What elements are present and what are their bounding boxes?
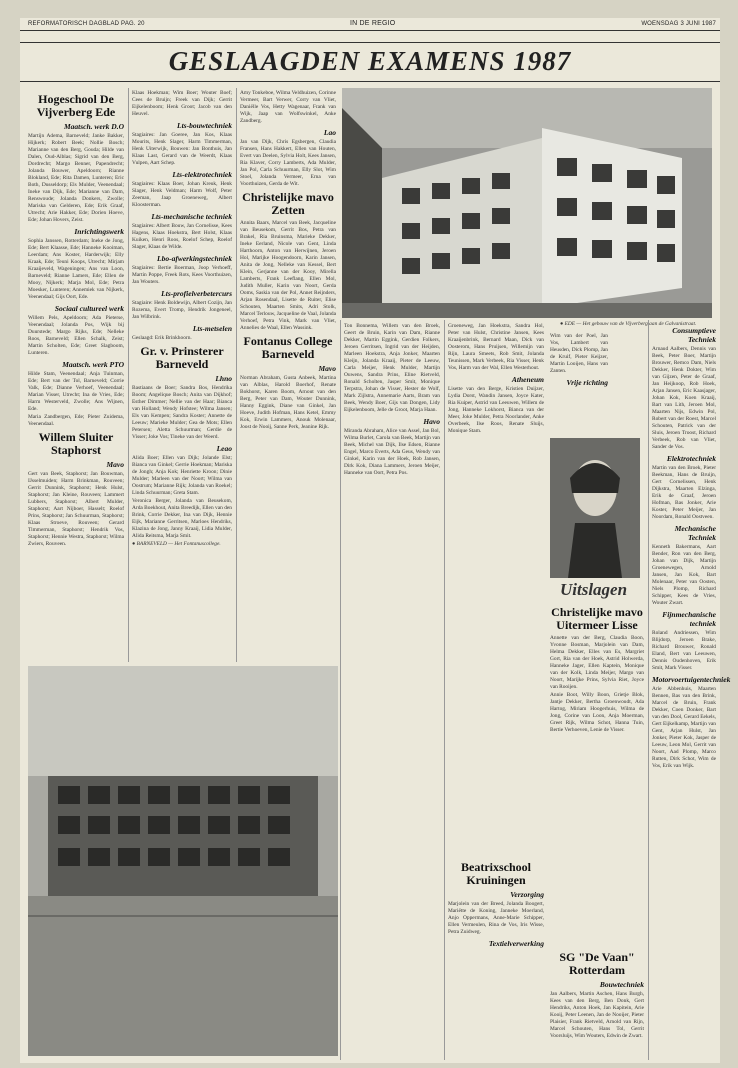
column-4 xyxy=(344,323,440,853)
section-heading: Leao xyxy=(216,444,232,453)
section-heading: Bouwtechniek xyxy=(599,980,644,989)
photo-caption: ● EDE — Het gebouw van de Vijverberg aan de Galvanistraat. xyxy=(560,321,697,327)
graduate-list: Hilde Stam, Veenendaal; Anja Tuinman, Ede; Bert van der Tol, Barneveld; Corrie Valk, Ede; Dianne Verhoef, Veenendaal; Marian Visser, Utrecht; Ina de Vries, Ede; Harm Westerveld, Zwolle; Ans Wijnen, Ede. xyxy=(28,371,124,412)
section-heading: Inrichtingswerk xyxy=(74,227,124,236)
graduate-list: Annie Boot, Willy Boon, Grietje Blok, Jantje Dekker, Bertha Groenwoudt, Ada Hartog, Miriam Hoogerhuis, Wilma de Jong, Corine van Loon, Anja Moerman, Greet Rijk, Wilma Schot, Hanna Tuin, Bertie Verhoeven, Lenie de Visser. xyxy=(550,692,644,733)
school-heading: Hogeschool De Vijverberg Ede xyxy=(36,92,116,119)
uitslagen-title: Uitslagen xyxy=(560,580,628,599)
photo-caption: ● BARNEVELD — Het Fontanuscollege. xyxy=(132,541,221,547)
graduate-list: Ton Bonnema, Willem van den Broek, Geert de Bruin, Karin van Dam, Rianne Dekker, Martin Eggink, Gerdien Folkers, Jeroen Gerritsen, Ingrid van der Heijden, Marleen Hoekstra, Anja Jonker, Maarten Kleijn, Jolanda Kraaij, Pieter de Leeuw, Carla Meijer, Henk Mulder, Martijn Ouwens, Sandra Prins, Eline Rietveld, Ronald Scholten, Jasper Smit, Monique Terpstra, Johan de Visser, Hester de Wolf, Mark Zijlstra, Annemarie Aarts, Bram van Beek, Wendy Boer, Gijs van Dongen, Lidy Eijkelenboom, Jelle de Groot, Marja Haan. xyxy=(344,323,440,413)
column-1 xyxy=(28,90,124,662)
section-heading: Maatsch. werk PTO xyxy=(62,360,124,369)
graduate-list: Geslaagd: Erik Brinkhoorn. xyxy=(132,335,192,341)
graduate-list: Miranda Abraham, Alice van Assel, Jan Bol, Wilma Burlet, Carola van Beek, Martijn van Beek, Michel van Dijk, Ilse Edsen, Rianne Engel, Marco Everts, Ada Geus, Wendy van Ginkel, Karin van der Hoek, Rob Jansen, Dirk Kok, Diana Lammers, Jeroen Meijer, Hanneke van Oort, Petra Pos. xyxy=(344,428,440,476)
graduate-list: Jan Aalbers, Martin Aschen, Hans Burgh, Kees van den Berg, Ben Donk, Gert Hendriks, Anton Hoek, Jan Kapitein, Arie Kooij, Peter Leenen, Jan de Nooijer, Pieter Plaisier, Frank Rietveld, Arnold van Rijn, Marcel Schouten, Hans Tol, Gerrit Voorsluijs, Wim Wouters, Edwin de Zwart. xyxy=(550,991,644,1039)
banner-rule-bottom xyxy=(20,81,720,82)
graduate-list: Wim van der Poel, Jan Vos, Lambert van Heusden, Dick Plomp, Jan de Kruif, Pieter Keijzer, Martin Looijen, Hans van Zanten. xyxy=(550,333,608,374)
section-heading: Mechanische Techniek xyxy=(674,524,716,542)
date-label: WOENSDAG 3 JUNI 1987 xyxy=(641,21,716,27)
student-photo xyxy=(550,438,640,578)
section-heading: Lts-mechanische techniek xyxy=(151,212,232,221)
graduate-list: Annita Baars, Marcel van Beek, Jacqueline van Beusekom, Gerrit Bos, Petra van Brakel, Ria Bruinsma, Marieke Dekker, Ineke Eerland, Nicole van Gent, Linda Harthoorn, Anton van Herwijnen, Jeroen Hol, Marijke Hoogendoorn, Karin Jansen, Anita de Jong, Nelleke van Kessel, Bert Klein, Gerjanne van der Kooy, Mirella Lamberts, Frank Leeflang, Ellen Mol, Judith Muller, Karin van Noort, Gerda Ooms, Saskia van der Pol, Annet Reijnders, Arjan Rosendaal, Lisette de Ruiter, Elise Schouten, Maarten Smits, Adri Stolk, Marcel Terlouw, Jacqueline de Vaal, Jolanda Verhoef, Petra Vink, Mark van Vliet, Annelies de Waal, Ellen Wassink. xyxy=(240,220,336,331)
building-illustration xyxy=(342,88,712,318)
graduate-list: Maria Zandbergen, Ede; Pieter Zuidema, Veenendaal. xyxy=(28,414,124,427)
graduate-list: Alida Boer; Ellen van Dijk; Jolande Elst; Bianca van Ginkel; Gerrie Hoekman; Mariska de Jongh; Anja Kok; Henriette Kroon; Dinie Mulder; Marleen van der Noort; Wilma van Oostrum; Marianne Rijk; Jolanda van Roekel; Linda Schuurman; Greta Stam. xyxy=(132,455,232,496)
graduate-list: Martijn Adema, Barneveld; Janke Bakker, Hijkerk; Robert Beek; Nollie Bosch; Marianne van den Berg, Gouda; Hilde van Dalen, Oud-Alblas; Sigrid van den Berg, Dordrecht; Margo Benner, Papendrecht; Jolanda Bouwer, Apeldoorn; Rianne Blokland, Ede; Rita Damen, Lunteren; Eric Both, Dusseldorp; Els Mulder, Veenendaal; Ineke van Dijk, Ede; Marianne van Dam, Renswoude; Jolanda Donkers, Zwolle; Mariska van Gelderen, Ede; Erik Graaf, Utrecht; Arie Hakker, Ede; Dorien Hoeve, Ede; Johan Hovers, Zeist. xyxy=(28,133,124,223)
column-divider xyxy=(128,88,129,662)
graduate-list: Arnaud Aalbers, Dennis van Beek, Peter Boer, Martijn Brouwer, Remco Dam, Niels Dekker, Henk Dokter, Wim van Gijzen, Peter de Graaf, Jan Heijkoop, Rob Hoek, Arjan Jansen, Eric Kaasjager, Johan Kok, Koen Kraaij, Bart van Lith, Jeroen Mol, Maarten Nijs, Edwin Pol, Robert van der Roest, Marcel Schouten, Patrick van der Sluis, Jeroen Troost, Richard Verbeek, Rob van Vliet, Sander de Vos. xyxy=(652,346,716,450)
column-5 xyxy=(448,323,544,853)
column-2 xyxy=(132,90,232,662)
graduate-list: Amy Tonkeboe, Wilma Veldhuizen, Corinne Vermeer, Bart Verwer, Corry van Vliet, Daniëlle Vos, Hetty Wagenaar, Frank van Wijk, Jaap van Wolfswinkel, Anke Zandberg. xyxy=(240,90,336,124)
section-label: IN DE REGIO xyxy=(350,20,396,27)
graduate-list: Lisette van den Berge, Kristien Duijzer, Lydia Dorst, Wandin Jansen, Joyce Kater, Ria Kuiper, Astrid van Leeuwen, Willem de Jong, Hanneke Lokhorst, Bianca van der Meer, Joke Mulder, Petra Noorlander, Anke Overbeek, Ilse Roos, Renate Sluijs, Monique Stam. xyxy=(448,386,544,434)
graduate-list: Arie Abbenhuis, Maarten Bennen, Bas van den Brink, Marcel de Bruin, Frank Dekker, Coen Donker, Bart van den Dool, Gerard Eekels, Gert Eijkelkamp, Martijn van Gent, Arjan Hulst, Jan Jonker, Pieter Kok, Jasper de Leeuw, Leon Mol, Gerrit van Noort, Aad Plomp, Marco Rutten, Dirk Schot, Wim de Vos, Erik van Wijk. xyxy=(652,686,716,769)
school-heading: Christelijke mavo Uitermeer Lisse xyxy=(551,605,643,632)
student-illustration xyxy=(550,438,640,578)
section-heading: Lts-bouwtechniek xyxy=(176,121,232,130)
fontanus-building-photo xyxy=(28,666,338,1056)
column-6-lower xyxy=(550,603,644,943)
school-heading: Willem Sluiter Staphorst xyxy=(38,430,114,457)
graduate-list: Stagiaires: Bertie Boerman, Joop Verhoeff, Martin Poppe, Freek Rots, Kees Voorthuizen, Jan Wouters. xyxy=(132,265,232,285)
publication-label: REFORMATORISCH DAGBLAD PAG. 20 xyxy=(28,21,145,27)
graduate-list: Stagiaires: Albert Bouw, Jan Cornelisse, Kees Hagens, Klaas Hoekstra, Bert Holst, Klaas Kuiken, Henri Roos, Roelof Schep, Roelof Slager, Klaas de Wilde. xyxy=(132,223,232,250)
graduate-list: Stagiaire: Henk Boldewijn, Albert Cozijn, Jan Rozema, Evert Tromp, Hendrik Jongeneel, Jan Wilbrink. xyxy=(132,300,232,320)
column-6-bottom xyxy=(550,948,644,1058)
graduate-list: Willem Pels, Apeldoorn; Ada Pieterse, Veenendaal; Jolanda Pos, Wijk bij Duurstede; Margo Rijks, Ede; Nelleke Roos, Barneveld; Ellen Schalk, Zeist; Martin Scholten, Ede; Greet Slagboom, Lunteren. xyxy=(28,315,124,356)
header-rule xyxy=(20,30,720,31)
section-heading: Lts-metselen xyxy=(192,324,232,333)
section-heading: Maatsch. werk D.O xyxy=(63,122,124,131)
graduate-list: Stagiaires: Jan Goeree, Jan Kos, Klaas Mourits, Henk Slager, Harm Timmerman, Henk Uiterwijk, Bouwen: Jan Bonthuis, Jan Klaas Last, Gerard van de Weerdt, Klaas Vulpen, Aart Schep. xyxy=(132,132,232,166)
section-heading: Lhno xyxy=(215,374,232,383)
column-3 xyxy=(240,90,336,662)
section-heading: Verzorging xyxy=(510,890,544,899)
vijverberg-building-photo xyxy=(342,88,712,318)
graduate-list: Groeneweg, Jan Hoekstra, Sandra Hol, Peter van Hulst, Christine Jansen, Kees Kraaijenbrink, Bernard Maan, Dick van Oosterom, Hans Pruijsen, Willemijn van Rijn, Laura Smeets, Rob Smit, Jolanda Teunissen, Mark Verbeek, Ria Visser, Henk Vos, Harm van der Wal, Ellen Westerhout. xyxy=(448,323,544,371)
banner-rule-top xyxy=(20,42,720,43)
school-heading: Gr. v. Prinsterer Barneveld xyxy=(140,344,224,371)
section-heading: Lao xyxy=(323,128,336,137)
column-5-lower xyxy=(448,858,544,1058)
section-heading: Mavo xyxy=(106,460,124,469)
section-heading: Mavo xyxy=(318,364,336,373)
school-heading: Christelijke mavo Zetten xyxy=(242,190,334,217)
page-banner: GESLAAGDEN EXAMENS 1987 xyxy=(168,46,572,76)
graduate-list: Norman Abraham, Gusta Anbeek, Martina van Alblas, Harold Boerhof, Renate Bokhorst, Karen Boom, Arnout van den Berg, Peter van Dam, Wouter Dunnink, Hanny Eggink, Diane van Ginkel, Jan Hoeve, Judith Hofman, Hans Ketel, Emmy Kok, Erwin Lammers, Anouk Molenaar, Joost de Nooij, Sanne Perk, Jeanine Rijk. xyxy=(240,375,336,430)
section-heading: Lts-elektrotechniek xyxy=(172,170,232,179)
column-divider xyxy=(236,88,237,662)
graduate-list: Gert van Beek, Staphorst; Jan Bouwman, IJsselmuiden; Harm Brinkman, Rouveen; Gerrit Dunnink, Staphorst; Henk Hulst, Staphorst; Jan Kleine, Rouveen; Lammert Lubbers, Staphorst; Albert Mulder, Staphorst; Aart Nijboer, Hasselt; Roelof Prins, Staphorst; Jan Schuurman, Staphorst; Klaas Stroeve, Rouveen; Gerard Timmerman, Staphorst; Hendrik Vos, Staphorst; Hennie Westra, Staphorst; Wilma Zwiers, Rouveen. xyxy=(28,471,124,547)
graduate-list: Stagiaires: Klaas Boer, Johan Kreuk, Henk Slager, Henk Veldman; Harm Wolf, Peter Zeeman, Jaap Groeneweg, Albert Kloosterman. xyxy=(132,181,232,208)
graduate-list: Kenneth Bakermans, Aart Bender, Ron van den Berg, Johan van Dijk, Martijn Groenewegen, Arnold Jansen, Jan Kok, Bart Molenaar, Peter van Oosten, Niels Plomp, Richard Schipper, Kees de Vries, Wouter Zwart. xyxy=(652,544,716,606)
graduate-list: Klaas Hoekman; Wim Boer; Wouter Boef; Cees de Bruijn; Freek van Dijk; Gerrit Eijkelenboom; Henk Groot; Jacob van den Heuvel. xyxy=(132,90,232,117)
graduate-list: Roland Andriessen, Wim Blijdorp, Jeroen Brake, Richard Brouwer, Ronald Eland, Bert van Leeuwen, Dennis Oudenhoven, Erik Smit, Mark Visser. xyxy=(652,630,716,671)
section-heading: Motorvoertuigentechniek xyxy=(652,675,731,684)
section-heading: Vrije richting xyxy=(566,378,608,387)
column-divider xyxy=(340,320,341,1060)
graduate-list: Annette van der Berg, Claudia Boon, Yvonne Bosman, Marjolein van Dam, Helma Dekker, Elles van Es, Margriet Gort, Ria van der Hoek, Astrid Holwerda, Hanneke Jager, Ellen Kaptein, Monique van der Kolk, Linda Meijer, Margo van Noort, Marijke Prins, Sylvia Riet, Joyce van Rooijen. xyxy=(550,635,644,690)
section-heading: Textielverwerking xyxy=(488,939,544,948)
running-header xyxy=(20,18,720,30)
column-7 xyxy=(652,323,731,1058)
graduate-list: Marjolein van der Breed, Jolanda Boogert, Mariëtte de Koning, Janneke Moerland, Anjo Oppermans, Anne-Marie Schipper, Ellen Vermeulen, Rina de Vos, Iris Wisse, Petra Zuidweg. xyxy=(448,901,544,935)
section-heading: Consumptieve Techniek xyxy=(672,326,716,344)
school-heading: Beatrixschool Kruiningen xyxy=(461,860,531,887)
section-heading: Elektrotechniek xyxy=(666,454,716,463)
graduate-list: Jan van Dijk, Chris Egsbergen, Claudia Fransen, Hans Hakkert, Ellen van Houten, Evert van Deelen, Sylvia Holt, Kees Jansen, Ria Klaver, Corry Lamberts, Ada Mulder, Jan Pol, Carla Schuurman, Elly Slot, Wim Stoel, Jolanda Vermeer, Erna van Voorthuizen, Gerda de Wit. xyxy=(240,139,336,187)
section-heading: Sociaal cultureel werk xyxy=(54,304,124,313)
section-heading: Lbo-afwerkingstechniek xyxy=(157,254,232,263)
section-heading: Lts-profielverbetercurs xyxy=(161,289,232,298)
school-heading: SG "De Vaan" Rotterdam xyxy=(559,950,635,977)
newspaper-page xyxy=(20,18,731,1063)
fontanus-illustration xyxy=(28,666,338,1056)
section-heading: Atheneum xyxy=(511,375,544,384)
graduate-list: Sophia Janssen, Rotterdam; Ineke de Jong, Ede; Bert Klaasse, Ede; Hanneke Kooiman, Leerdam; Ans Koster, Harderwijk; Elly Kraak, Ede; Teuni Koops, Utrecht; Mirjam Kraaijeveld, Wageningen; Ans van Loon, Barneveld; Rianne Lamers, Ede; Ellen de Mooy, Nijkerk; Marja Mol, Ede; Petra Moesker, Lunteren; Annemiek van Nijkerk, Veenendaal; Gijs Oort, Ede. xyxy=(28,238,124,300)
graduate-list: Bastiaans de Boer; Sandra Bos, Hendrika Boom; Angelique Bosch; Anita van Dijkhof; Esther Dimmer; Nellie van der Haar; Bianca van Holland; Wendy Hofstee; Wilma Jansen; Els van Kempen; Sandra Koster; Annette de Leeuw; Marieke Mulder; Gea de Mots; Ellen Petersen; Aletta Schuurman; Gerdie de Visser; Joke Vos; Tineke van der Weerd. xyxy=(132,385,232,440)
school-heading: Fontanus College Barneveld xyxy=(243,334,333,361)
section-heading: Havo xyxy=(423,417,440,426)
graduate-list: Martin van den Broek, Pieter Beekman, Hans de Bruijn, Gert Cornelissen, Henk Dijkstra, Maarten Elzinga, Erik de Graaf, Jeroen Hofman, Bas Jonker, Arie Koster, Peter Meijer, Jan Noordam, Ronald Oostveen. xyxy=(652,465,716,520)
column-divider xyxy=(444,320,445,1060)
section-heading: Fijnmechanische techniek xyxy=(662,610,716,628)
graduate-list: Veronica Berger, Jolanda van Beusekom, Arda Boekhout, Anita Breedijk, Ellen van den Brink, Corrie Dekker, Ina van Dijk, Hennie Eijk, Marianne Gerritsen, Marloes Hendriks, Klazina de Jong, Janny Kraaij, Lidia Mulder, Alida Reitsma, Marja Smit. xyxy=(132,498,232,539)
column-divider xyxy=(648,320,649,1060)
column-6-upper xyxy=(550,333,608,433)
